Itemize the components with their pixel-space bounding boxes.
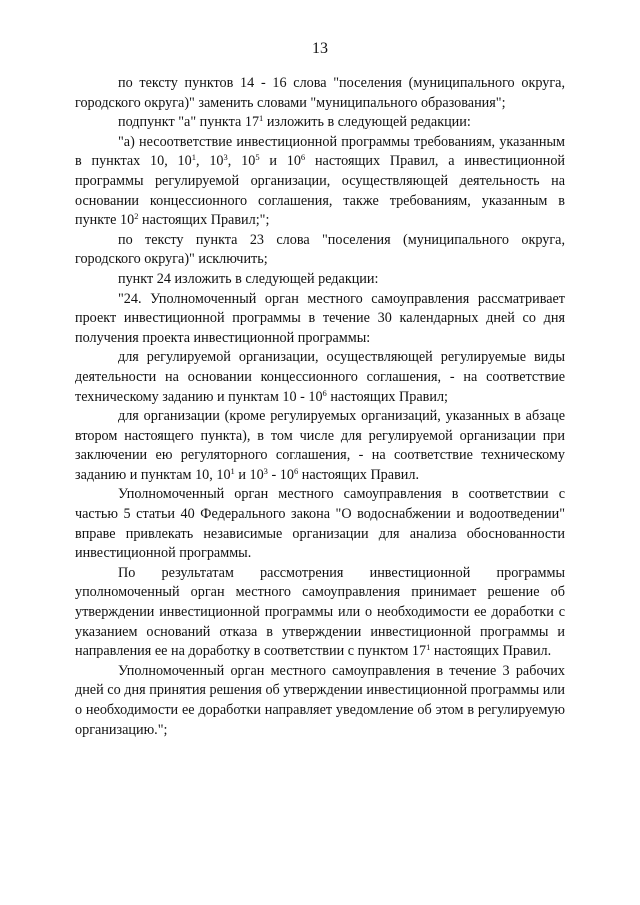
document-body [75, 74, 565, 740]
paragraph-3: "а) несоответствие инвестиционной программы требованиям, указанным в пунктах 10, $10^1$, $10^3$, $10^5$ и $10^6$ настоящих Правил, а инвестиционной программы регулируемой организации, осуществляющей деятельность на основании концессионного соглашения, также требованиям, указанным в пункте $10^2$ настоящих Правил;"; [75, 133, 566, 229]
paragraph-5: пункт 24 изложить в следующей редакции: [118, 270, 379, 287]
paragraph-2: подпункт "а" пункта $17^1$ изложить в следующей редакции: [118, 113, 471, 131]
paragraph-11: Уполномоченный орган местного самоуправления в течение 3 рабочих дней со дня принятия решения об утверждении инвестиционной программы или о необходимости ее доработки направляет уведомление об этом в регулируемую организацию."; [75, 662, 565, 738]
paragraph-6: "24. Уполномоченный орган местного самоуправления рассматривает проект инвестиционной программы в течение 30 календарных дней со дня получения проекта инвестиционной программы: [75, 290, 565, 346]
paragraph-7: для регулируемой организации, осуществляющей регулируемые виды деятельности на основании концессионного соглашения, - на соответствие техническому заданию и пунктам $10 - 10^6$ настоящих Правил; [75, 349, 565, 405]
paragraph-1: по тексту пунктов 14 - 16 слова "поселения (муниципального округа, городского округа)" заменить словами "муниципального образования"; [75, 75, 565, 111]
paragraph-4: по тексту пункта 23 слова "поселения (муниципального округа, городского округа)" исключить; [75, 231, 565, 268]
paragraph-9: Уполномоченный орган местного самоуправления в соответствии с частью 5 статьи 40 Федерального закона "О водоснабжении и водоотведении" вправе привлекать независимые организации для анализа обоснованности инвестиционной программы. [75, 486, 565, 562]
page-number: 13 [312, 40, 328, 57]
paragraph-10: По результатам рассмотрения инвестиционной программы уполномоченный орган местного самоуправления принимает решение об утверждении инвестиционной программы или о необходимости ее доработки с указанием оснований отказа в утверждении инвестиционной программы и направления ее на доработку в соответствии с пунктом $17^1$ настоящих Правил. [75, 564, 565, 660]
paragraph-8: для организации (кроме регулируемых организаций, указанных в абзаце втором настоящего пункта), в том числе для регулируемой организации при заключении ею регуляторного соглашения, - на соответствие техническому заданию и пунктам 10, $10^1$ и $10^3 - 10^6$ настоящих Правил. [75, 408, 565, 483]
